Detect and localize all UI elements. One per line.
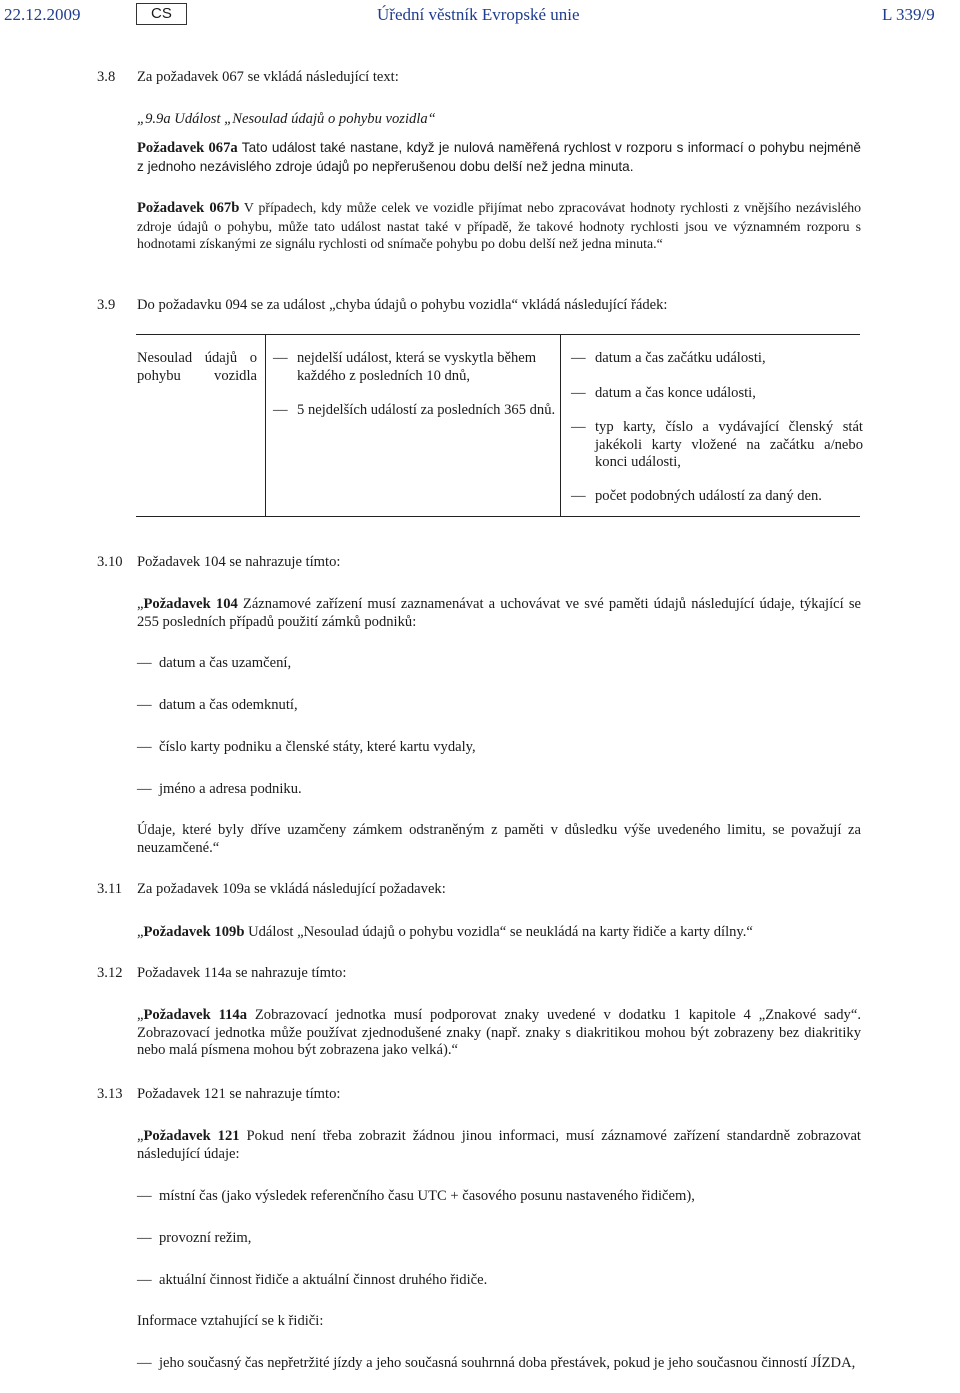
opening-quote: „ <box>137 596 144 612</box>
section-number-3-9: 3.9 <box>97 297 116 313</box>
requirement-104 <box>137 596 861 631</box>
dash-icon <box>137 1188 159 1206</box>
dash-icon <box>571 385 595 403</box>
requirement-114a <box>137 1007 861 1060</box>
table-divider-1 <box>265 334 266 516</box>
list-item <box>137 739 476 757</box>
opening-quote: „ <box>137 1007 144 1023</box>
requirement-121-label: Požadavek 121 <box>143 1128 240 1144</box>
section-number-3-13: 3.13 <box>97 1086 123 1102</box>
dash-icon <box>137 1355 159 1373</box>
list-item-text: datum a čas uzamčení, <box>159 655 292 671</box>
table-col3-item <box>571 350 863 368</box>
list-item <box>137 1230 251 1248</box>
table-col3-text: typ karty, číslo a vydávající členský stát jakékoli karty vložené na začátku a/nebo konci události, <box>595 419 863 470</box>
list-item-text: jeho současný čas nepřetržité jízdy a jeho současná souhrnná doba přestávek, pokud je jeho současnou činností JÍZDA, <box>159 1355 856 1371</box>
dash-icon <box>571 350 595 368</box>
table-col3-item <box>571 385 863 403</box>
dash-icon <box>137 739 159 757</box>
section-3-10-closing: Údaje, které byly dříve uzamčeny zámkem odstraněným z paměti v důsledku výše uvedeného limitu, se považují za neuzamčené.“ <box>137 822 861 856</box>
section-number-3-8: 3.8 <box>97 69 116 85</box>
list-item <box>137 655 291 673</box>
list-item <box>137 1272 487 1290</box>
requirement-104-label: Požadavek 104 <box>143 596 238 612</box>
dash-icon <box>273 402 297 420</box>
section-3-9-intro: Do požadavku 094 se za událost „chyba údajů o pohybu vozidla“ vkládá následující řádek: <box>137 297 668 313</box>
requirement-109b <box>137 924 861 942</box>
table-bottom-border <box>136 516 860 517</box>
section-3-8-intro: Za požadavek 067 se vkládá následující text: <box>137 69 399 85</box>
list-item <box>137 1355 861 1373</box>
section-3-8-subheading: „9.9a Událost „Nesoulad údajů o pohybu vozidla“ <box>137 111 436 127</box>
table-col3-item <box>571 488 863 506</box>
opening-quote: „ <box>137 924 144 940</box>
section-number-3-11: 3.11 <box>97 881 122 897</box>
requirement-121 <box>137 1128 861 1163</box>
section-3-13-intro: Požadavek 121 se nahrazuje tímto: <box>137 1086 341 1102</box>
list-item-text: číslo karty podniku a členské státy, které kartu vydaly, <box>159 739 476 755</box>
dash-icon <box>137 781 159 799</box>
requirement-109b-text: Událost „Nesoulad údajů o pohybu vozidla“ se neukládá na karty řidiče a karty dílny.“ <box>244 924 753 940</box>
requirement-067a-text: Tato událost také nastane, když je nulová naměřená rychlost v rozporu s informací o pohybu nejméně z jednoho nezávislého zdroje údajů po nepřerušenou dobu delší než jedna minuta. <box>137 140 861 174</box>
table-col2-text: 5 nejdelších událostí za posledních 365 dnů. <box>297 402 556 418</box>
section-3-12-intro: Požadavek 114a se nahrazuje tímto: <box>137 965 347 981</box>
table-col2-item <box>273 402 557 420</box>
dash-icon <box>571 419 595 472</box>
header-date: 22.12.2009 <box>4 5 81 24</box>
driver-info-heading: Informace vztahující se k řidiči: <box>137 1313 324 1329</box>
language-badge: CS <box>136 3 187 25</box>
list-item <box>137 697 298 715</box>
dash-icon <box>137 1272 159 1290</box>
requirement-067b-text: V případech, kdy může celek ve vozidle přijímat nebo zpracovávat hodnoty rychlosti z vnějšího nezávislého zdroje údajů o pohybu, může tato událost nastat také v případě, že takové hodnoty rychlosti jsou ve významném rozporu s hodnotami získanými ze signálu rychlosti od snímače pohybu po dobu delší než jedna minuta.“ <box>137 200 861 251</box>
requirement-121-text: Pokud není třeba zobrazit žádnou jinou informaci, musí záznamové zařízení standardně zobrazovat následující údaje: <box>137 1128 861 1162</box>
dash-icon <box>273 350 297 385</box>
page-reference: L 339/9 <box>882 5 935 24</box>
list-item-text: aktuální činnost řidiče a aktuální činnost druhého řidiče. <box>159 1272 488 1288</box>
table-col3-text: počet podobných událostí za daný den. <box>595 488 822 504</box>
requirement-067b <box>137 199 861 253</box>
dash-icon <box>571 488 595 506</box>
journal-title: Úřední věstník Evropské unie <box>377 5 580 24</box>
table-col3-item <box>571 419 863 472</box>
dash-icon <box>137 655 159 673</box>
table-top-border <box>136 334 860 335</box>
list-item <box>137 781 302 799</box>
table-divider-2 <box>560 334 561 516</box>
section-3-11-intro: Za požadavek 109a se vkládá následující požadavek: <box>137 881 446 897</box>
requirement-067b-label: Požadavek 067b <box>137 200 240 216</box>
table-col2-text: nejdelší událost, která se vyskytla během každého z posledních 10 dnů, <box>297 350 537 384</box>
table-col3-text: datum a čas konce události, <box>595 385 756 401</box>
list-item-text: datum a čas odemknutí, <box>159 697 298 713</box>
list-item-text: provozní režim, <box>159 1230 252 1246</box>
section-3-10-intro: Požadavek 104 se nahrazuje tímto: <box>137 554 341 570</box>
list-item <box>137 1188 695 1206</box>
opening-quote: „ <box>137 1128 144 1144</box>
table-event-name: Nesoulad údajů o pohybu vozidla <box>137 350 257 384</box>
requirement-104-text: Záznamové zařízení musí zaznamenávat a uchovávat ve své paměti údajů následující údaje, týkající se 255 posledních případů použití zámků podniků: <box>137 596 861 630</box>
section-number-3-12: 3.12 <box>97 965 123 981</box>
dash-icon <box>137 697 159 715</box>
dash-icon <box>137 1230 159 1248</box>
requirement-114a-label: Požadavek 114a <box>143 1007 248 1023</box>
requirement-114a-text: Zobrazovací jednotka musí podporovat znaky uvedené v dodatku 1 kapitole 4 „Znakové sady“. Zobrazovací jednotka může používat zjednodušené znaky (např. znaky s diakritikou mohou být zobrazeny bez diakritiky nebo malá písmena mohou být zobrazena jako velká).“ <box>137 1007 861 1058</box>
section-number-3-10: 3.10 <box>97 554 123 570</box>
requirement-067a <box>137 139 861 175</box>
requirement-109b-label: Požadavek 109b <box>143 924 245 940</box>
list-item-text: místní čas (jako výsledek referenčního času UTC + časového posunu nastaveného řidičem), <box>159 1188 695 1204</box>
table-col2-item <box>273 350 557 385</box>
table-col3-text: datum a čas začátku události, <box>595 350 766 366</box>
list-item-text: jméno a adresa podniku. <box>159 781 302 797</box>
requirement-067a-label: Požadavek 067a <box>137 140 238 156</box>
